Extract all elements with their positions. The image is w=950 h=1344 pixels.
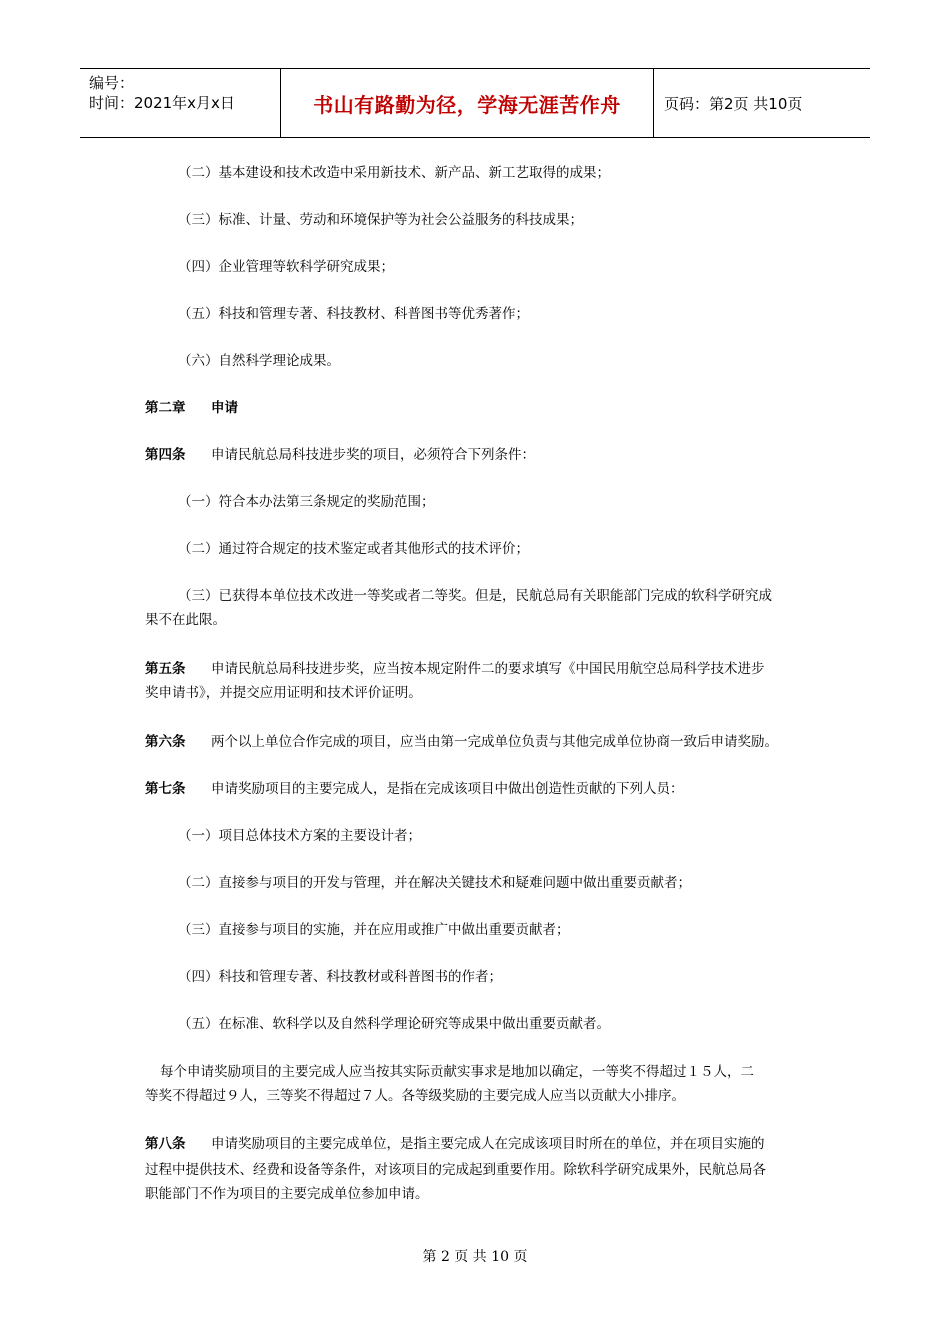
list-item: （四）企业管理等软科学研究成果；: [178, 259, 394, 275]
article-5: [145, 659, 765, 679]
list-item: （五）科技和管理专著、科技教材、科普图书等优秀著作；: [178, 306, 529, 322]
article-text: 申请民航总局科技进步奖的项目，必须符合下列条件：: [211, 447, 535, 463]
list-item: （五）在标准、软科学以及自然科学理论研究等成果中做出重要贡献者。: [178, 1016, 610, 1032]
list-item: （四）科技和管理专著、科技教材或科普图书的作者；: [178, 969, 502, 985]
header-left-cell: [80, 69, 281, 137]
article-text: 申请民航总局科技进步奖，应当按本规定附件二的要求填写《中国民用航空总局科学技术进步: [211, 661, 765, 677]
list-item: （六）自然科学理论成果。: [178, 353, 340, 369]
article-label: 第五条: [145, 661, 186, 677]
article-label: 第七条: [145, 781, 186, 797]
article-label: 第八条: [145, 1136, 186, 1152]
document-number-label: 编号：: [89, 74, 135, 92]
chapter-title: 申请: [211, 400, 238, 416]
list-item: （一）项目总体技术方案的主要设计者；: [178, 828, 421, 844]
article-6: [145, 732, 778, 752]
page-footer: 第 2 页 共 10 页: [422, 1249, 528, 1265]
list-item: （三）标准、计量、劳动和环境保护等为社会公益服务的科技成果；: [178, 212, 583, 228]
list-item: （一）符合本办法第三条规定的奖励范围；: [178, 494, 435, 510]
article-text: 申请奖励项目的主要完成人，是指在完成该项目中做出创造性贡献的下列人员：: [211, 781, 684, 797]
article-continuation: 过程中提供技术、经费和设备等条件，对该项目的完成起到重要作用。除软科学研究成果外，民航总局各: [145, 1162, 766, 1178]
article-8: [145, 1134, 765, 1154]
paragraph-continuation: 等奖不得超过９人，三等奖不得超过７人。各等级奖励的主要完成人应当以贡献大小排序。: [145, 1088, 685, 1104]
list-item: （三）直接参与项目的实施，并在应用或推广中做出重要贡献者；: [178, 922, 570, 938]
article-text: 两个以上单位合作完成的项目，应当由第一完成单位负责与其他完成单位协商一致后申请奖励。: [211, 734, 778, 750]
list-item-continuation: 果不在此限。: [145, 612, 226, 628]
document-date: 时间：2021年x月x日: [89, 94, 235, 112]
header-motto: 书山有路勤为径，学海无涯苦作舟: [281, 69, 654, 137]
article-label: 第四条: [145, 447, 186, 463]
chapter-number: 第二章: [145, 400, 186, 416]
article-continuation: 职能部门不作为项目的主要完成单位参加申请。: [145, 1186, 429, 1202]
article-text: 申请奖励项目的主要完成单位，是指主要完成人在完成该项目时所在的单位，并在项目实施的: [211, 1136, 765, 1152]
page-header: [80, 68, 870, 138]
list-item: （三）已获得本单位技术改进一等奖或者二等奖。但是，民航总局有关职能部门完成的软科学研究成: [178, 588, 772, 604]
header-page-info: 页码：第2页 共10页: [664, 94, 803, 113]
list-item: （二）基本建设和技术改造中采用新技术、新产品、新工艺取得的成果；: [178, 165, 610, 181]
list-item: （二）直接参与项目的开发与管理，并在解决关键技术和疑难问题中做出重要贡献者；: [178, 875, 691, 891]
chapter-heading: [145, 398, 238, 418]
article-7: [145, 779, 684, 799]
article-label: 第六条: [145, 734, 186, 750]
article-4: [145, 445, 535, 465]
paragraph: 每个申请奖励项目的主要完成人应当按其实际贡献实事求是地加以确定，一等奖不得超过１５人，二: [160, 1064, 754, 1080]
list-item: （二）通过符合规定的技术鉴定或者其他形式的技术评价；: [178, 541, 529, 557]
article-continuation: 奖申请书》，并提交应用证明和技术评价证明。: [145, 685, 422, 701]
